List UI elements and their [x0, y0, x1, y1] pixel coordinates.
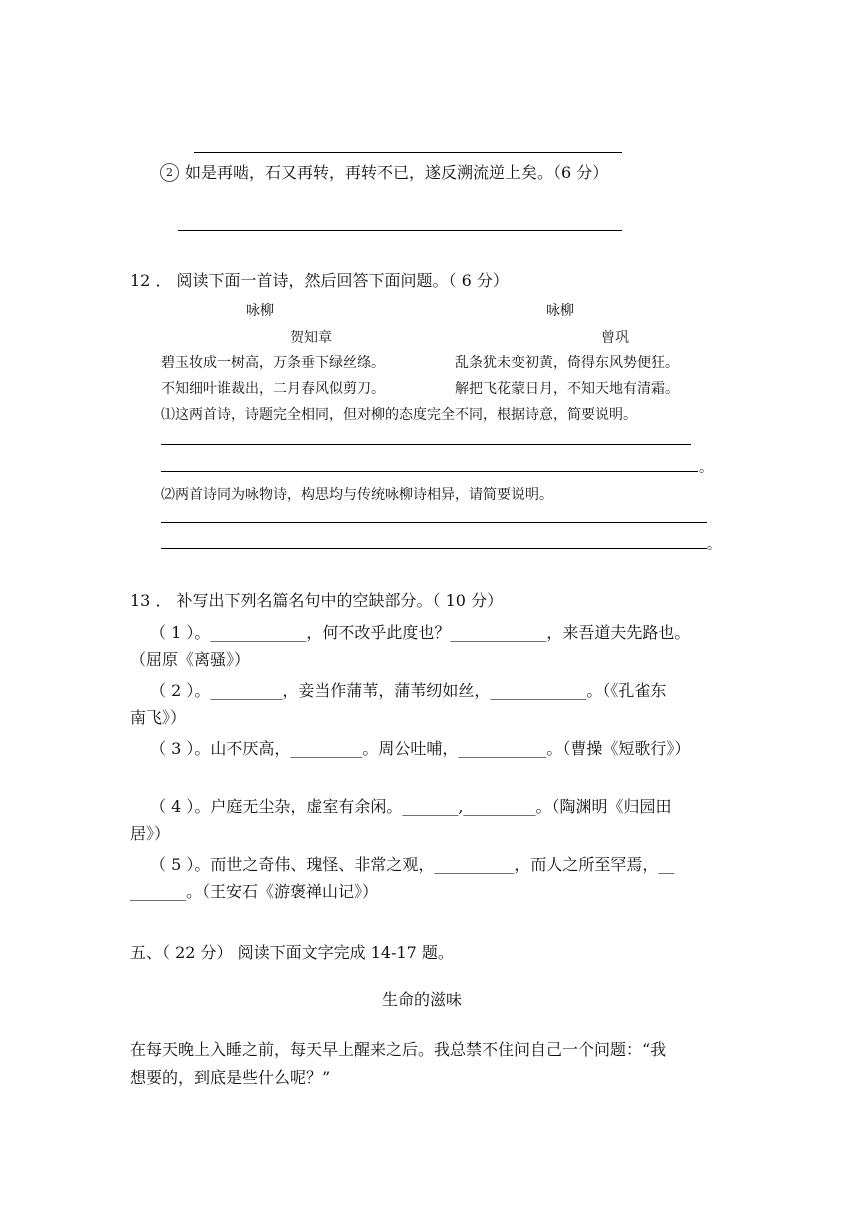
answer-line[interactable]: [161, 444, 691, 445]
poem2-title: 咏柳: [546, 303, 574, 319]
article-title: 生命的滋味: [382, 990, 463, 1009]
poem2-author: 曾巩: [601, 330, 629, 346]
period-mark: 。: [699, 460, 713, 476]
answer-line[interactable]: [161, 522, 707, 523]
q11-item2-text: 如是再啮，石又再转，再转不已，遂反溯流逆上矣。（6 分）: [185, 163, 609, 182]
q13-item4-source: 居》）: [130, 824, 171, 843]
q13-item1: （ 1 ）。____________，何不改乎此度也？____________，来吾道夫先路也。: [150, 623, 691, 642]
period-mark: 。: [707, 537, 721, 553]
q12-sub1: ⑴这两首诗，诗题完全相同，但对柳的态度完全不同，根据诗意，简要说明。: [161, 407, 637, 423]
poem1-line1: 碧玉妆成一树高，万条垂下绿丝绦。: [161, 355, 385, 371]
answer-line[interactable]: [161, 471, 698, 472]
answer-line[interactable]: [178, 230, 622, 231]
section5-heading: 五、（ 22 分） 阅读下面文字完成 14-17 题。: [130, 943, 454, 962]
answer-line[interactable]: [161, 548, 707, 549]
article-para1-line1: 在每天晚上入睡之前，每天早上醒来之后。我总禁不住问自己一个问题：“我: [130, 1040, 667, 1059]
circled-number: 2: [160, 163, 179, 182]
q13-item2-source: 南飞》）: [130, 708, 187, 727]
q12-sub2: ⑵两首诗同为咏物诗，构思均与传统咏柳诗相异，请简要说明。: [161, 487, 553, 503]
poem1-author: 贺知章: [290, 330, 332, 346]
q13-item5-cont: _______。（王安石《游褒禅山记》）: [130, 882, 379, 901]
q13-item1-source: （屈原《离骚》）: [130, 650, 251, 669]
poem1-title: 咏柳: [246, 303, 274, 319]
poem2-line1: 乱条犹未变初黄，倚得东风势便狂。: [455, 355, 679, 371]
answer-line[interactable]: [194, 152, 622, 153]
article-para1-line2: 想要的，到底是些什么呢？”: [130, 1068, 331, 1087]
q11-item2: [160, 160, 608, 183]
q13-item3: （ 3 ）。山不厌高，_________。周公吐哺，___________。（曹操《短歌行》）: [150, 739, 691, 758]
q13-stem: 13 ． 补写出下列名篇名句中的空缺部分。（ 10 分）: [130, 591, 504, 610]
poem1-line2: 不知细叶谁裁出，二月春风似剪刀。: [161, 381, 385, 397]
q13-item2: （ 2 ）。_________，妾当作蒲苇，蒲苇纫如丝，____________。（《孔雀东: [150, 681, 667, 700]
q13-item4: （ 4 ）。户庭无尘杂，虚室有余闲。_______,_________。（陶渊明《归园田: [150, 797, 672, 816]
poem2-line2: 解把飞花蒙日月，不知天地有清霜。: [455, 381, 679, 397]
q12-stem: 12 ． 阅读下面一首诗，然后回答下面问题。（ 6 分）: [130, 271, 509, 290]
q13-item5: （ 5 ）。而世之奇伟、瑰怪、非常之观，__________，而人之所至罕焉，__: [150, 855, 675, 874]
